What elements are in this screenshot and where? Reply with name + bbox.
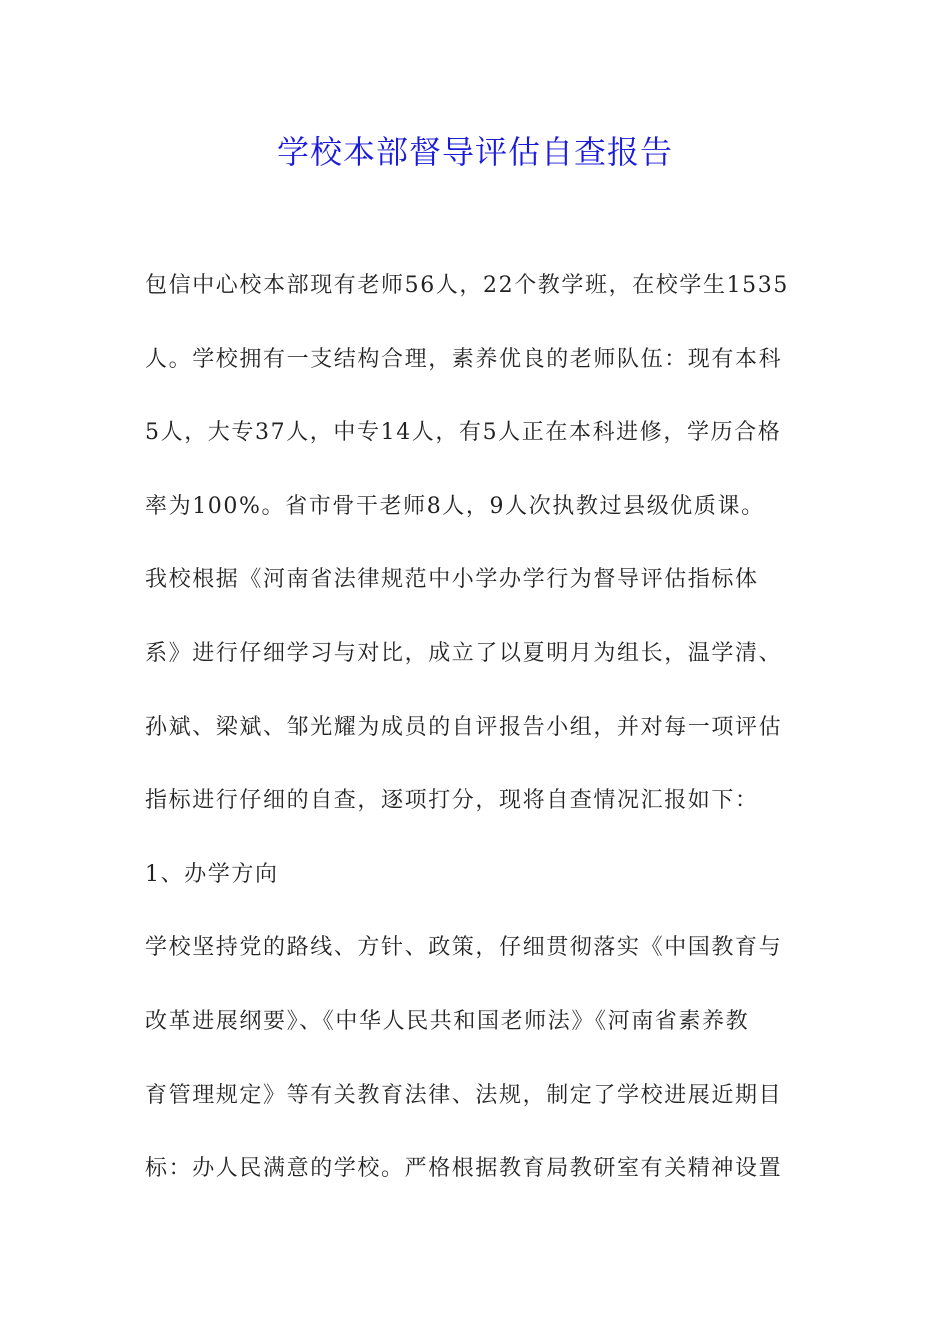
document-title: 学校本部督导评估自查报告 <box>276 133 673 171</box>
body-line: 孙斌、梁斌、邹光耀为成员的自评报告小组，并对每一项评估 <box>145 714 783 740</box>
body-line: 标：办人民满意的学校。严格根据教育局教研室有关精神设置 <box>145 1156 783 1182</box>
body-line: 育管理规定》等有关教育法律、法规，制定了学校进展近期目 <box>145 1082 783 1108</box>
body-line: 5人，大专37人，中专14人，有5人正在本科进修，学历合格 <box>145 420 782 446</box>
body-line: 系》进行仔细学习与对比，成立了以夏明月为组长，温学清、 <box>145 640 783 666</box>
body-line: 我校根据《河南省法律规范中小学办学行为督导评估指标体 <box>145 567 759 593</box>
body-line: 指标进行仔细的自查，逐项打分，现将自查情况汇报如下： <box>145 788 759 814</box>
body-line: 率为100%。省市骨干老师8人，9人次执教过县级优质课。 <box>145 493 765 519</box>
section-heading: 1、办学方向 <box>145 861 279 887</box>
body-line: 学校坚持党的路线、方针、政策，仔细贯彻落实《中国教育与 <box>145 935 783 961</box>
body-line: 人。学校拥有一支结构合理，素养优良的老师队伍：现有本科 <box>145 346 783 372</box>
body-line: 改革进展纲要》、《中华人民共和国老师法》《河南省素养教 <box>145 1008 750 1034</box>
document-body <box>145 249 815 1206</box>
body-line: 包信中心校本部现有老师56人，22个教学班，在校学生1535 <box>145 273 789 298</box>
